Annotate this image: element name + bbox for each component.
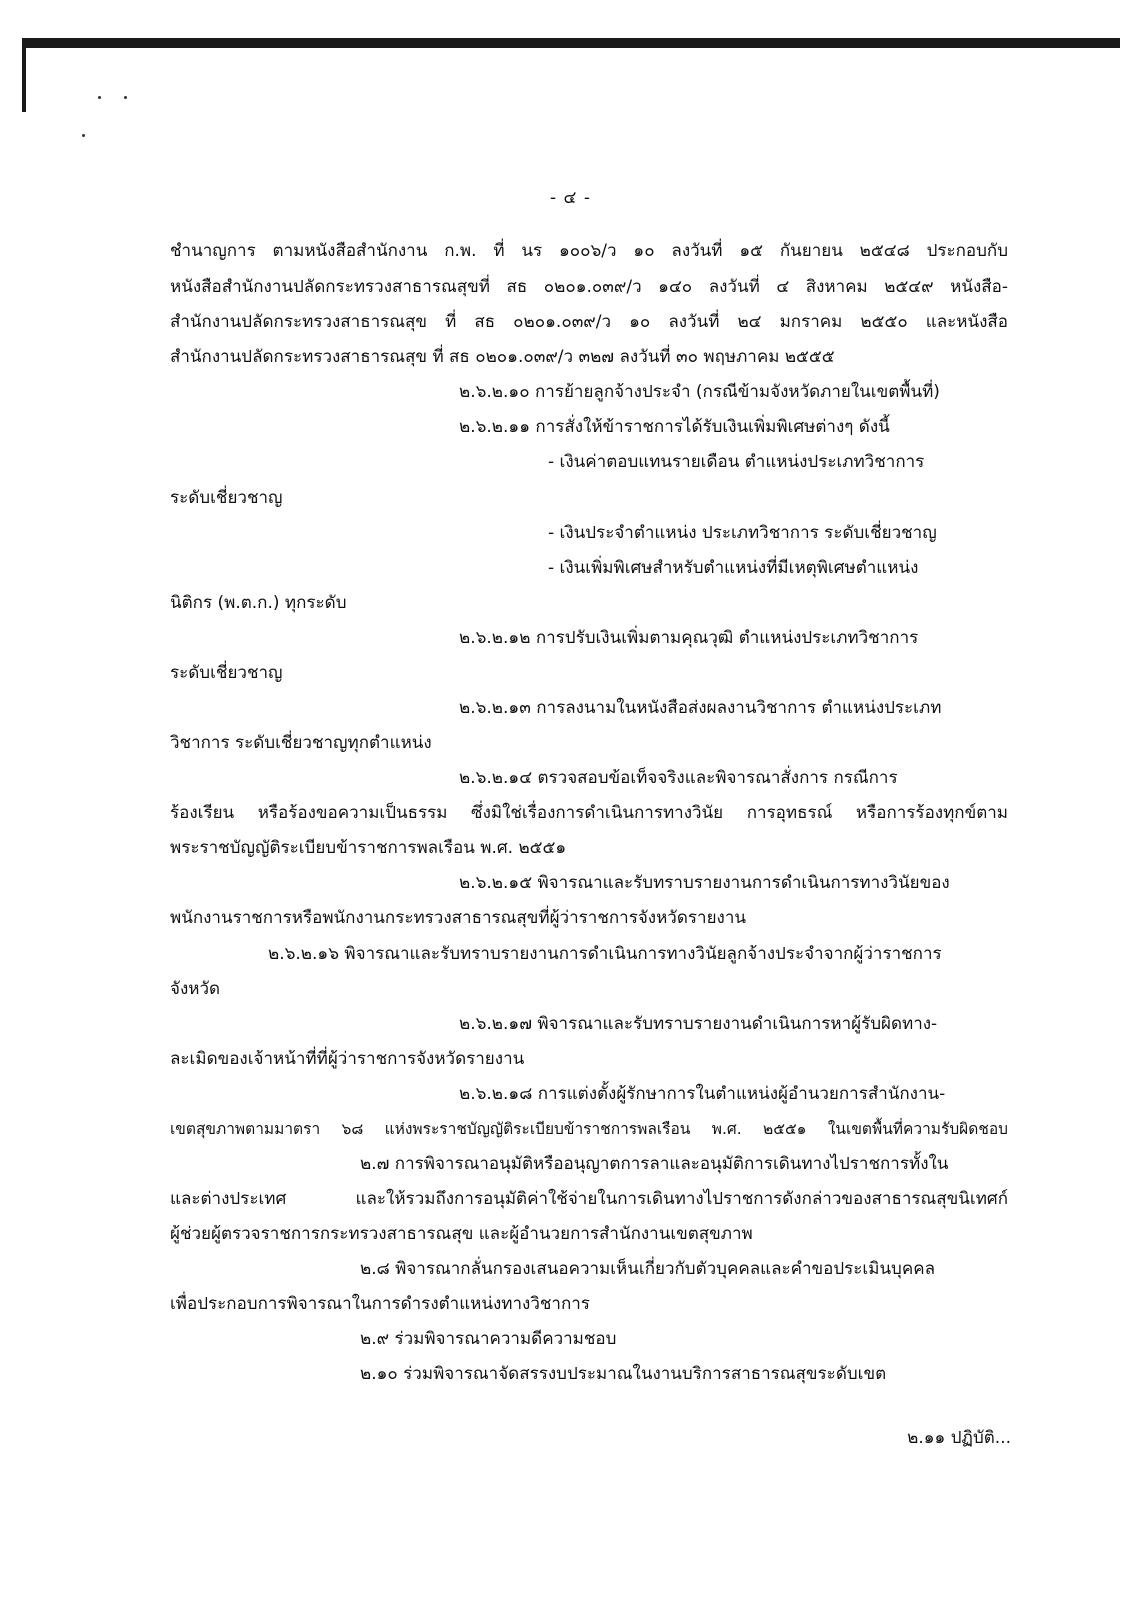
body-line: ๒.๖.๒.๑๘ การแต่งตั้งผู้รักษาการในตำแหน่งผู้อำนวยการสำนักงาน- <box>459 1084 946 1104</box>
body-line: วิชาการ ระดับเชี่ยวชาญทุกตำแหน่ง <box>170 733 432 753</box>
body-line: ผู้ช่วยผู้ตรวจราชการกระทรวงสาธารณสุข และผู้อำนวยการสำนักงานเขตสุขภาพ <box>170 1224 753 1244</box>
body-line: ๒.๖.๒.๑๖ พิจารณาและรับทราบรายงานการดำเนินการทางวินัยลูกจ้างประจำจากผู้ว่าราชการ <box>268 944 942 964</box>
body-line: เพื่อประกอบการพิจารณาในการดำรงตำแหน่งทางวิชาการ <box>170 1294 590 1314</box>
body-line: ระดับเชี่ยวชาญ <box>170 663 283 683</box>
body-line: พระราชบัญญัติระเบียบข้าราชการพลเรือน พ.ศ. ๒๕๕๑ <box>170 838 567 858</box>
body-line: เขตสุขภาพตามมาตรา ๖๘ แห่งพระราชบัญญัติระเบียบข้าราชการพลเรือน พ.ศ. ๒๕๕๑ ในเขตพื้นที่ความรับผิดชอบ <box>170 1120 1008 1138</box>
body-line: นิติกร (พ.ต.ก.) ทุกระดับ <box>170 593 347 613</box>
body-line: สำนักงานปลัดกระทรวงสาธารณสุข ที่ สธ ๐๒๐๑.๐๓๙/ว ๑๐ ลงวันที่ ๒๔ มกราคม ๒๕๕๐ และหนังสือ <box>170 312 1008 332</box>
body-line: ๒.๖.๒.๑๗ พิจารณาและรับทราบรายงานดำเนินการหาผู้รับผิดทาง- <box>459 1014 938 1034</box>
body-line: ๒.๖.๒.๑๑ การสั่งให้ข้าราชการได้รับเงินเพิ่มพิเศษต่างๆ ดังนี้ <box>459 417 890 437</box>
page-number: - ๔ - <box>550 188 591 208</box>
body-line: ระดับเชี่ยวชาญ <box>170 488 283 508</box>
body-line: ละเมิดของเจ้าหน้าที่ที่ผู้ว่าราชการจังหวัดรายงาน <box>170 1049 525 1069</box>
body-line: สำนักงานปลัดกระทรวงสาธารณสุข ที่ สธ ๐๒๐๑.๐๓๙/ว ๓๒๗ ลงวันที่ ๓๐ พฤษภาคม ๒๕๕๕ <box>170 347 835 367</box>
body-line: ๒.๗ การพิจารณาอนุมัติหรืออนุญาตการลาและอนุมัติการเดินทางไปราชการทั้งใน <box>360 1154 949 1174</box>
scan-speck <box>124 96 127 99</box>
body-line: จังหวัด <box>170 979 221 999</box>
body-line: และต่างประเทศ และให้รวมถึงการอนุมัติค่าใช้จ่ายในการเดินทางไปราชการดังกล่าวของสาธารณสุขนิเทศก์ <box>170 1189 1008 1209</box>
body-line: ๒.๖.๒.๑๒ การปรับเงินเพิ่มตามคุณวุฒิ ตำแหน่งประเภทวิชาการ <box>459 628 919 648</box>
body-line: ชำนาญการ ตามหนังสือสำนักงาน ก.พ. ที่ นร ๑๐๐๖/ว ๑๐ ลงวันที่ ๑๕ กันยายน ๒๕๔๘ ประกอบกับ <box>170 241 1008 261</box>
body-line: ๒.๖.๒.๑๔ ตรวจสอบข้อเท็จจริงและพิจารณาสั่งการ กรณีการ <box>459 768 898 788</box>
body-line: ๒.๖.๒.๑๓ การลงนามในหนังสือส่งผลงานวิชาการ ตำแหน่งประเภท <box>459 698 942 718</box>
body-line: - เงินเพิ่มพิเศษสำหรับตำแหน่งที่มีเหตุพิเศษตำแหน่ง <box>548 558 919 578</box>
body-line: - เงินค่าตอบแทนรายเดือน ตำแหน่งประเภทวิชาการ <box>548 452 925 472</box>
body-line: ๒.๙ ร่วมพิจารณาความดีความชอบ <box>360 1329 617 1349</box>
body-line: ร้องเรียน หรือร้องขอความเป็นธรรม ซึ่งมิใช่เรื่องการดำเนินการทางวินัย การอุทธรณ์ หรือการร้องทุกข์ตาม <box>170 803 1008 823</box>
body-line: ๒.๖.๒.๑๐ การย้ายลูกจ้างประจำ (กรณีข้ามจังหวัดภายในเขตพื้นที่) <box>459 382 940 402</box>
body-line: พนักงานราชการหรือพนักงานกระทรวงสาธารณสุขที่ผู้ว่าราชการจังหวัดรายงาน <box>170 908 746 928</box>
body-line: หนังสือสำนักงานปลัดกระทรวงสาธารณสุขที่ สธ ๐๒๐๑.๐๓๙/ว ๑๔๐ ลงวันที่ ๔ สิงหาคม ๒๕๔๙ หนังสือ- <box>170 277 1008 297</box>
body-line: ๒.๖.๒.๑๕ พิจารณาและรับทราบรายงานการดำเนินการทางวินัยของ <box>459 873 950 893</box>
scan-speck <box>82 134 85 137</box>
body-line: - เงินประจำตำแหน่ง ประเภทวิชาการ ระดับเชี่ยวชาญ <box>548 523 937 543</box>
scan-border-top <box>22 38 1120 48</box>
scan-border-left <box>22 38 26 112</box>
body-line: ๒.๘ พิจารณากลั่นกรองเสนอความเห็นเกี่ยวกับตัวบุคคลและคำขอประเมินบุคคล <box>360 1259 936 1279</box>
continuation-note: ๒.๑๑ ปฏิบัติ... <box>907 1428 1011 1448</box>
scan-speck <box>98 96 101 99</box>
body-line: ๒.๑๐ ร่วมพิจารณาจัดสรรงบประมาณในงานบริการสาธารณสุขระดับเขต <box>360 1364 887 1384</box>
